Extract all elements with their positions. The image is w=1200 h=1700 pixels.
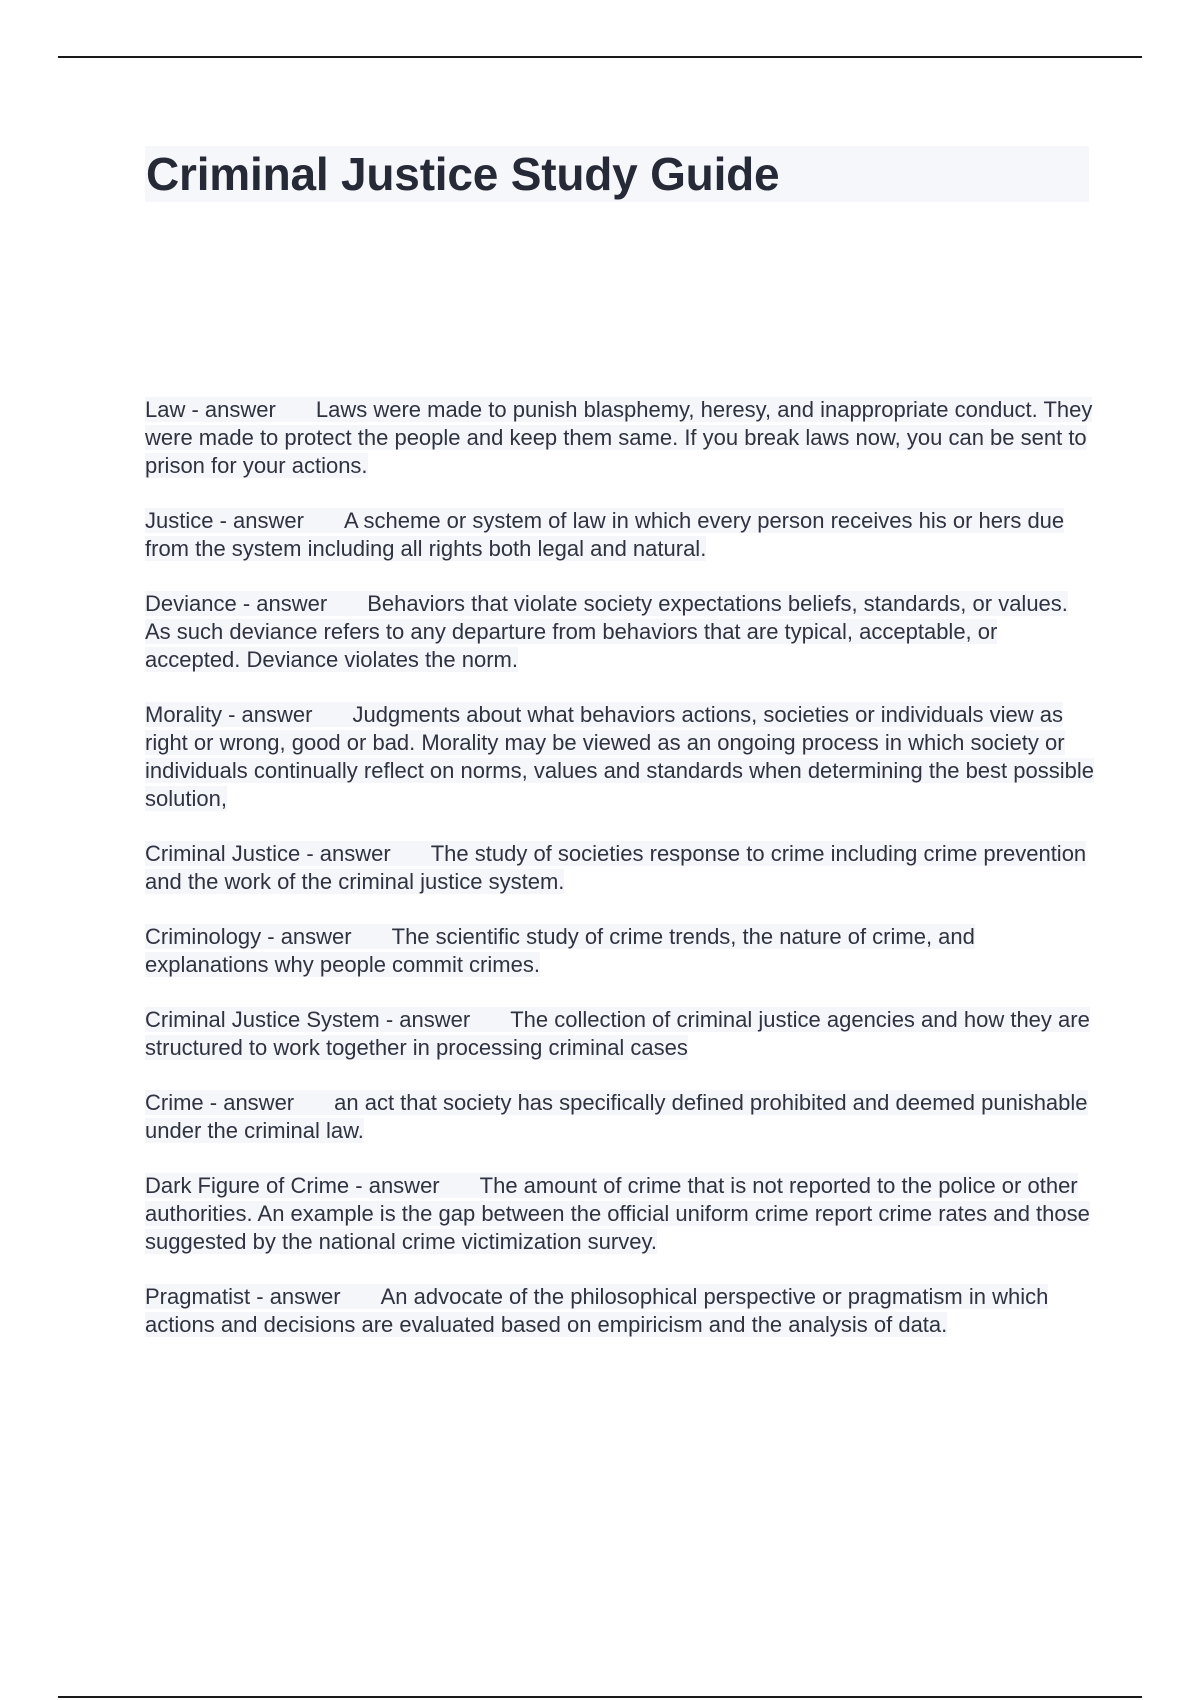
entry-term: Criminology - answer	[145, 924, 352, 949]
definition-list	[145, 396, 1095, 1339]
entry-criminal-justice	[145, 840, 1095, 896]
entry-criminal-justice-system	[145, 1006, 1095, 1062]
page-title: Criminal Justice Study Guide	[146, 148, 780, 200]
entry-morality	[145, 701, 1095, 813]
entry-term: Dark Figure of Crime - answer	[145, 1173, 440, 1198]
entry-term: Deviance - answer	[145, 591, 328, 616]
entry-term: Morality - answer	[145, 702, 313, 727]
entry-definition: The collection of criminal justice agencies and how they are structured to work together in processing criminal cases	[145, 1007, 1090, 1060]
bottom-rule	[58, 1696, 1142, 1698]
entry-definition: Behaviors that violate society expectations beliefs, standards, or values. As such deviance refers to any departure from behaviors that are typical, acceptable, or accepted. Deviance violates the norm.	[145, 591, 1068, 672]
entry-definition: The study of societies response to crime including crime prevention and the work of the criminal justice system.	[145, 841, 1087, 894]
entry-term: Criminal Justice - answer	[145, 841, 391, 866]
entry-crime	[145, 1089, 1095, 1145]
entry-term: Justice - answer	[145, 508, 304, 533]
entry-definition: A scheme or system of law in which every person receives his or hers due from the system including all rights both legal and natural.	[145, 508, 1065, 561]
entry-definition: an act that society has specifically defined prohibited and deemed punishable under the criminal law.	[145, 1090, 1088, 1143]
entry-dark-figure-of-crime	[145, 1172, 1095, 1256]
entry-law	[145, 396, 1095, 480]
entry-definition: The scientific study of crime trends, the nature of crime, and explanations why people commit crimes.	[145, 924, 975, 977]
entry-term: Law - answer	[145, 397, 276, 422]
entry-term: Pragmatist - answer	[145, 1284, 341, 1309]
entry-definition: Laws were made to punish blasphemy, heresy, and inappropriate conduct. They were made to protect the people and keep them same. If you break laws now, you can be sent to prison for your actions.	[145, 397, 1093, 478]
top-rule	[58, 56, 1142, 58]
entry-deviance	[145, 590, 1095, 674]
entry-definition: The amount of crime that is not reported to the police or other authorities. An example is the gap between the official uniform crime report crime rates and those suggested by the national crime victimization survey.	[145, 1173, 1090, 1254]
entry-definition: Judgments about what behaviors actions, societies or individuals view as right or wrong, good or bad. Morality may be viewed as an ongoing process in which society or individuals continually reflect on norms, values and standards when determining the best possible solution,	[145, 702, 1094, 811]
entry-justice	[145, 507, 1095, 563]
entry-term: Criminal Justice System - answer	[145, 1007, 471, 1032]
entry-definition: An advocate of the philosophical perspective or pragmatism in which actions and decisions are evaluated based on empiricism and the analysis of data.	[145, 1284, 1049, 1337]
entry-pragmatist	[145, 1283, 1095, 1339]
entry-criminology	[145, 923, 1095, 979]
entry-term: Crime - answer	[145, 1090, 295, 1115]
title-block	[145, 146, 1089, 202]
